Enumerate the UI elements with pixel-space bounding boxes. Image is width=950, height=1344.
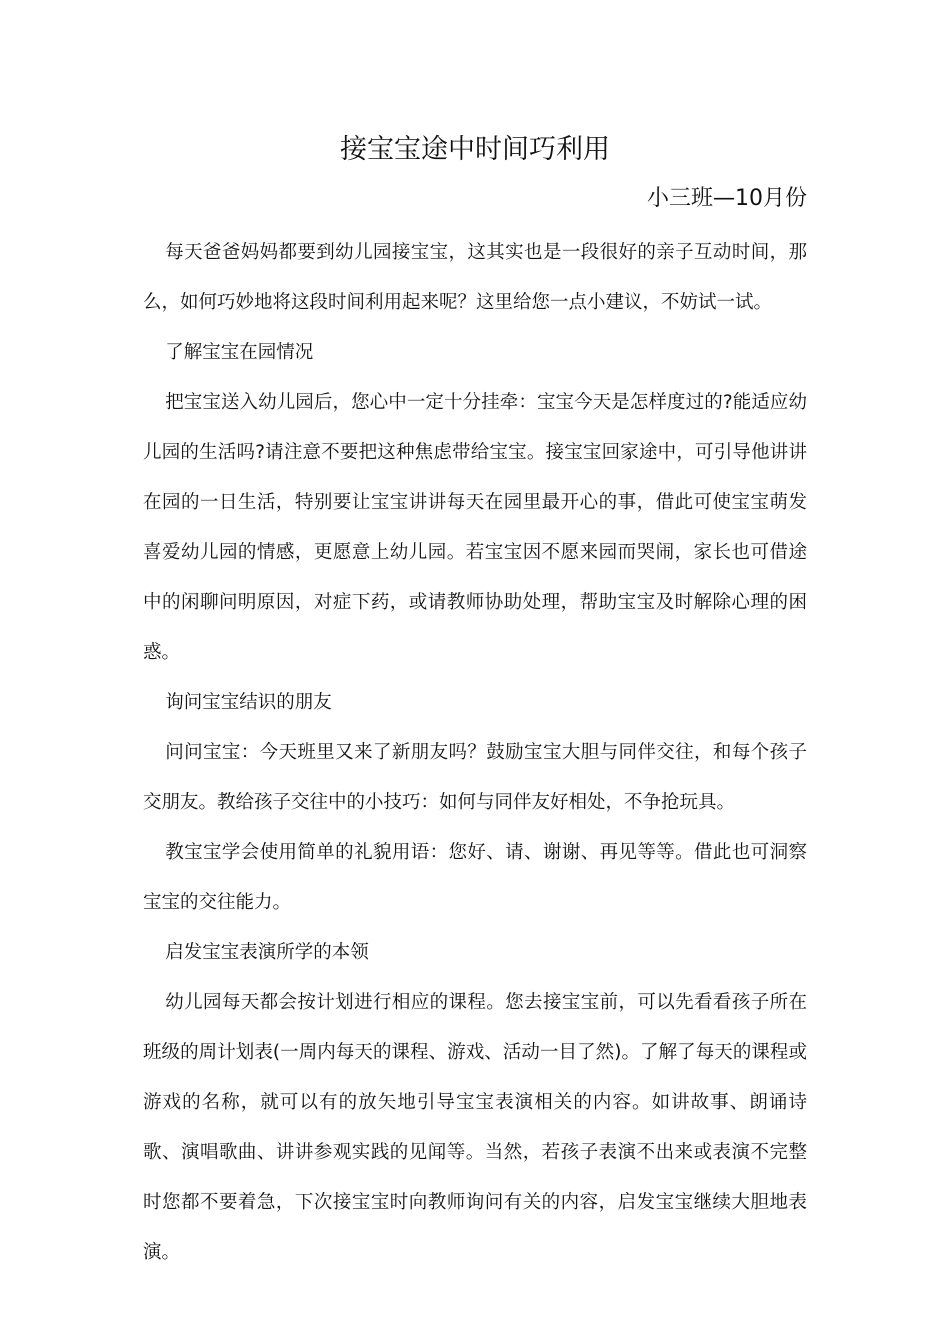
intro-paragraph: 每天爸爸妈妈都要到幼儿园接宝宝，这其实也是一段很好的亲子互动时间，那么，如何巧妙地将这段时间利用起来呢？这里给您一点小建议，不妨试一试。 <box>143 242 807 313</box>
paragraph-friends: 问问宝宝：今天班里又来了新朋友吗？鼓励宝宝大胆与同伴交往，和每个孩子交朋友。教给孩子交往中的小技巧：如何与同伴友好相处，不争抢玩具。 <box>143 742 807 813</box>
paragraph-manners: 教宝宝学会使用简单的礼貌用语：您好、请、谢谢、再见等等。借此也可洞察宝宝的交往能力。 <box>143 842 807 913</box>
class-month-label: 小三班—10月份 <box>647 186 807 211</box>
paragraph-performance: 幼儿园每天都会按计划进行相应的课程。您去接宝宝前，可以先看看孩子所在班级的周计划表(一周内每天的课程、游戏、活动一目了然)。了解了每天的课程或游戏的名称，就可以有的放矢地引导宝宝表演相关的内容。如讲故事、朗诵诗歌、演唱歌曲、讲讲参观实践的见闻等。当然，若孩子表演不出来或表演不完整时您都不要着急，下次接宝宝时向教师询问有关的内容，启发宝宝继续大胆地表演。 <box>143 992 807 1263</box>
document-title: 接宝宝途中时间巧利用 <box>340 134 610 165</box>
article-body <box>143 228 807 1278</box>
paragraph-in-school: 把宝宝送入幼儿园后，您心中一定十分挂牵：宝宝今天是怎样度过的?能适应幼儿园的生活吗?请注意不要把这种焦虑带给宝宝。接宝宝回家途中，可引导他讲讲在园的一日生活，特别要让宝宝讲讲每天在园里最开心的事，借此可使宝宝萌发喜爱幼儿园的情感，更愿意上幼儿园。若宝宝因不愿来园而哭闹，家长也可借途中的闲聊问明原因，对症下药，或请教师协助处理，帮助宝宝及时解除心理的困惑。 <box>143 392 807 663</box>
section-heading-in-school: 了解宝宝在园情况 <box>165 342 314 363</box>
section-heading-performance: 启发宝宝表演所学的本领 <box>165 942 369 963</box>
section-heading-friends: 询问宝宝结识的朋友 <box>165 692 332 713</box>
